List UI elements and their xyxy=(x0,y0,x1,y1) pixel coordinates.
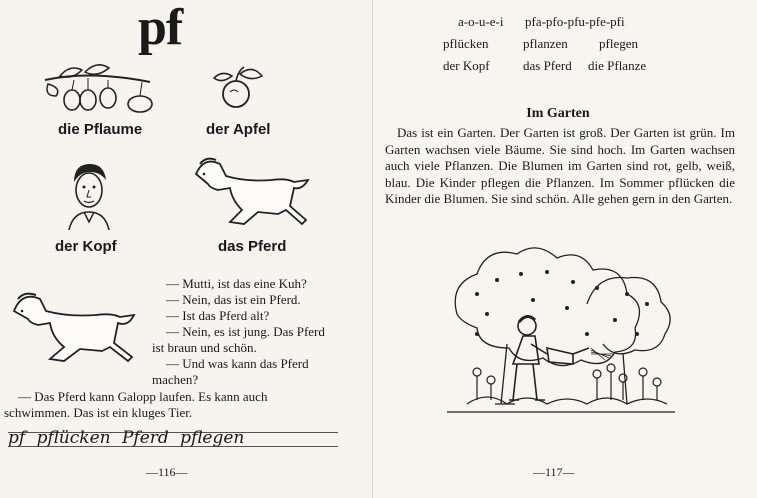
dialog-line: — Und was kann das Pferd xyxy=(166,356,309,371)
closing-line: — Das Pferd kann Galopp laufen. Es kann auch xyxy=(18,389,268,404)
word-pferd: das Pferd xyxy=(218,238,287,255)
plum-illustration xyxy=(40,60,160,120)
dialog xyxy=(152,276,325,388)
word-item: die Pflanze xyxy=(588,58,647,73)
pf-syllables: pfa-pfo-pfu-pfe-pfi xyxy=(525,14,625,29)
head-illustration xyxy=(64,160,114,230)
right-page xyxy=(372,0,757,498)
story-text: Das ist ein Garten. Der Garten ist groß. Der Garten ist grün. Im Garten wachsen viele Bäume. Sie sind hoch. Im Garten wachsen auch viele Pflanzen. Die Blumen im Garten sind rot, gelb, weiß, blau. Die Kinder pflegen die Pflanzen. Im Sommer pflücken die Kinder die Blumen. Sie sind schön. Alle gehen gern in den Garten. xyxy=(385,125,735,206)
horse-illustration xyxy=(186,152,310,232)
word-row-1 xyxy=(373,36,757,52)
word-item: pflanzen xyxy=(523,36,568,51)
dialog-line: machen? xyxy=(152,372,199,387)
closing-paragraph xyxy=(4,389,338,421)
page-number-left: —116— xyxy=(146,465,188,479)
word-apfel: der Apfel xyxy=(206,121,271,138)
garden-illustration xyxy=(447,244,675,422)
word-row-2 xyxy=(373,58,757,74)
word-kopf: der Kopf xyxy=(55,238,117,255)
page-title: pf xyxy=(138,0,183,56)
word-item: das Pferd xyxy=(523,58,572,73)
word-pflaume: die Pflaume xyxy=(58,121,143,138)
dialog-line: — Mutti, ist das eine Kuh? xyxy=(166,276,307,291)
syllable-row xyxy=(373,14,757,30)
apple-illustration xyxy=(206,62,266,112)
closing-line: schwimmen. Das ist ein kluges Tier. xyxy=(4,405,193,420)
story-title: Im Garten xyxy=(526,106,590,121)
left-page xyxy=(0,0,372,498)
word-item: pflegen xyxy=(599,36,638,51)
dialog-line: — Nein, das ist ein Pferd. xyxy=(166,292,301,307)
dialog-line: — Ist das Pferd alt? xyxy=(166,308,270,323)
page-number-right: —117— xyxy=(533,465,575,479)
word-item: pflücken xyxy=(443,36,489,51)
dialog-line: ist braun und schön. xyxy=(152,340,257,355)
word-item: der Kopf xyxy=(443,58,490,73)
dialog-line: — Nein, es ist jung. Das Pferd xyxy=(166,324,325,339)
vowel-sequence: a-o-u-e-i xyxy=(458,14,504,29)
handwriting-line: pf pflücken Pferd pflegen xyxy=(8,428,245,448)
horse-illustration-2 xyxy=(4,285,136,367)
